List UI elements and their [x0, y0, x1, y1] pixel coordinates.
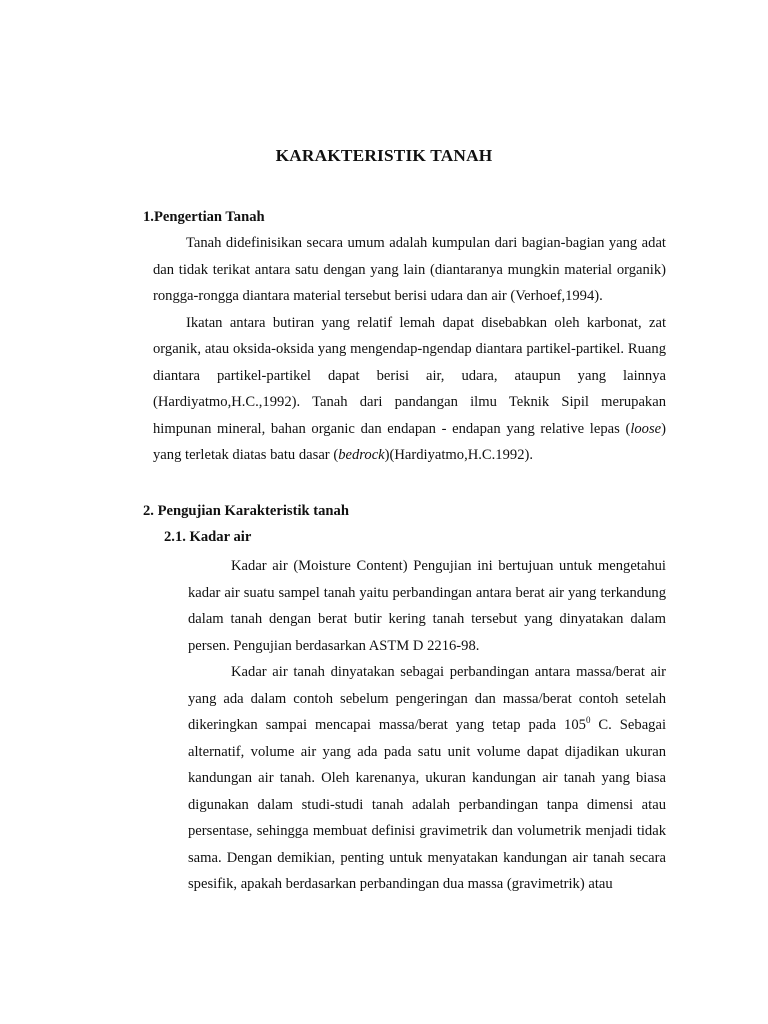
italic-term-loose: loose: [630, 420, 662, 437]
paragraph-text: ) yang terletak diatas batu dasar (: [153, 420, 666, 463]
italic-term-bedrock: bedrock: [338, 447, 385, 463]
superscript-degree: 0: [585, 715, 591, 725]
paragraph-text: )(Hardiyatmo,H.C.1992).: [384, 447, 533, 463]
paragraph-text: C. Sebagai alternatif, volume air yang ada pada satu unit volume dapat dijadikan ukuran kandungan air tanah. Oleh karenanya, ukuran kandungan air tanah yang biasa digunakan dalam studi-studi tanah adalah perbandingan tanpa dimensi atau persentase, sehingga membuat definisi gravimetrik dan volumetrik menjadi tidak sama. Dengan demikian, penting untuk menyatakan kandungan air tanah secara spesifik, apakah berdasarkan perbandingan dua massa (gravimetrik) atau: [188, 717, 666, 892]
document-title: KARAKTERISTIK TANAH: [275, 146, 493, 165]
subsection-2-1-heading: 2.1. Kadar air: [164, 529, 252, 545]
paragraph-text: Ikatan antara butiran yang relatif lemah dapat disebabkan oleh karbonat, zat organik, atau oksida-oksida yang mengendap-ngendap diantara partikel-partikel. Ruang diantara partikel-partikel dapat berisi air, udara, ataupun yang lainnya (Hardiyatmo,H.C.,1992). Tanah dari pandangan ilmu Teknik Sipil merupakan himpunan mineral, bahan organic dan endapan - endapan yang relative lepas (: [153, 314, 666, 437]
section-1-paragraph-2: [153, 310, 666, 469]
paragraph-text: Kadar air tanah dinyatakan sebagai perbandingan antara massa/berat air yang ada dalam contoh sebelum pengeringan dan massa/berat contoh setelah dikeringkan sampai mencapai massa/berat yang tetap pada 105: [188, 664, 666, 733]
section-1-body: [153, 230, 666, 469]
subsection-2-1-paragraph-1: Kadar air (Moisture Content) Pengujian ini bertujuan untuk mengetahui kadar air suatu sampel tanah yaitu perbandingan antara berat air yang terkandung dalam tanah dengan berat butir kering tanah tersebut yang dinyatakan dalam persen. Pengujian berdasarkan ASTM D 2216-98.: [188, 558, 666, 654]
subsection-2-1-body: [188, 553, 666, 898]
section-1-paragraph-1: Tanah didefinisikan secara umum adalah kumpulan dari bagian-bagian yang adat dan tidak terikat antara satu dengan yang lain (diantaranya mungkin material organik) rongga-rongga diantara material tersebut berisi udara dan air (Verhoef,1994).: [153, 235, 666, 304]
subsection-2-1-paragraph-2: [188, 659, 666, 898]
section-2-heading: 2. Pengujian Karakteristik tanah: [143, 503, 349, 519]
section-1-heading: 1.Pengertian Tanah: [143, 209, 265, 225]
